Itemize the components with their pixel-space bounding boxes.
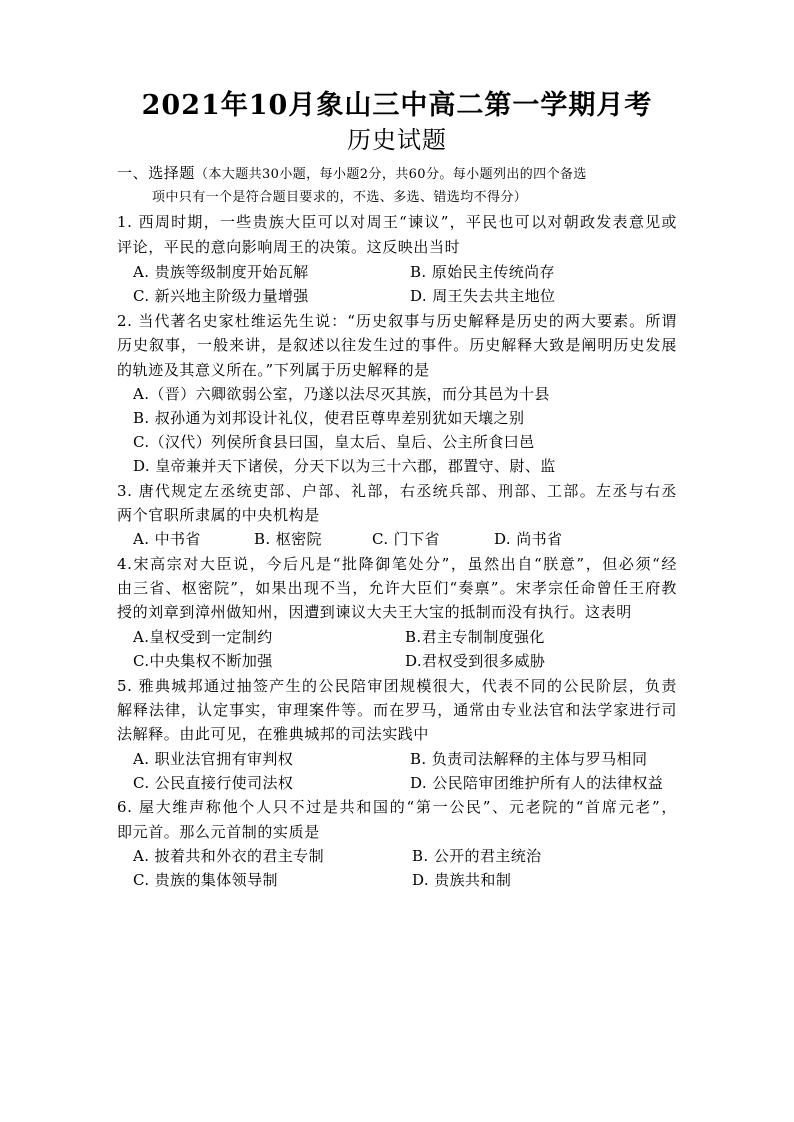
section-note-line1: （本大题共30小题，每小题2分，共60分。每小题列出的四个备选 [195, 167, 587, 182]
q3-stem-line1: 3. 唐代规定左丞统吏部、户部、礼部，右丞统兵部、刑部、工部。左丞与右丞 [117, 482, 677, 500]
q2-stem-line2: 历史叙事，一般来讲，是叙述以往发生过的事件。历史解释大致是阐明历史发展 [117, 336, 677, 354]
q2-option-c[interactable]: C.（汉代）列侯所食县曰国，皇太后、皇后、公主所食曰邑 [133, 433, 535, 451]
q5-option-b[interactable]: B. 负责司法解释的主体与罗马相同 [410, 750, 648, 768]
q6-stem-line1: 6. 屋大维声称他个人只不过是共和国的“第一公民”、元老院的“首席元老”， [117, 798, 677, 816]
q1-option-b[interactable]: B. 原始民主传统尚存 [410, 263, 555, 281]
q2-stem-line3: 的轨迹及其意义所在。”下列属于历史解释的是 [117, 361, 430, 379]
q6-option-c[interactable]: C. 贵族的集体领导制 [133, 871, 278, 889]
q1-option-d[interactable]: D. 周王失去共主地位 [410, 287, 556, 305]
q3-stem-line2: 两个官职所隶属的中央机构是 [117, 506, 320, 524]
q6-option-d[interactable]: D. 贵族共和制 [412, 871, 512, 889]
q3-option-a[interactable]: A. 中书省 [133, 530, 201, 548]
q5-stem-line2: 解释法律，认定事实，审理案件等。而在罗马，通常由专业法官和法学家进行司 [117, 701, 677, 719]
q5-option-c[interactable]: C. 公民直接行使司法权 [133, 774, 294, 792]
q6-stem-line2: 即元首。那么元首制的实质是 [117, 823, 320, 841]
q2-option-d[interactable]: D. 皇帝兼并天下诸侯，分天下以为三十六郡，郡置守、尉、监 [133, 457, 556, 475]
q3-option-b[interactable]: B. 枢密院 [254, 530, 322, 548]
q4-option-a[interactable]: A.皇权受到一定制约 [133, 628, 273, 646]
q2-stem-line1: 2. 当代著名史家杜维运先生说：“历史叙事与历史解释是历史的两大要素。所谓 [117, 312, 677, 330]
q4-stem-line1: 4.宋高宗对大臣说，今后凡是“批降御笔处分”，虽然出自“朕意”，但必须“经 [117, 555, 677, 573]
section-note-line2: 项中只有一个是符合题目要求的，不选、多选、错选均不得分） [152, 190, 528, 205]
q5-stem-line1: 5. 雅典城邦通过抽签产生的公民陪审团规模很大，代表不同的公民阶层，负责 [117, 677, 677, 695]
q3-option-d[interactable]: D. 尚书省 [494, 530, 563, 548]
q3-option-c[interactable]: C. 门下省 [372, 530, 440, 548]
q4-stem-line2: 由三省、枢密院”，如果出现不当，允许大臣们“奏禀”。宋孝宗任命曾任王府教 [117, 579, 677, 597]
q5-option-d[interactable]: D. 公民陪审团维护所有人的法律权益 [410, 774, 664, 792]
q6-option-a[interactable]: A. 披着共和外衣的君主专制 [133, 847, 324, 865]
q5-option-a[interactable]: A. 职业法官拥有审判权 [133, 750, 294, 768]
q1-stem-line2: 评论，平民的意向影响周王的决策。这反映出当时 [117, 238, 461, 256]
q2-option-a[interactable]: A.（晋）六卿欲弱公室，乃遂以法尽灭其族，而分其邑为十县 [133, 385, 550, 403]
exam-subject: 历史试题 [347, 126, 447, 154]
q1-option-c[interactable]: C. 新兴地主阶级力量增强 [133, 287, 309, 305]
q5-stem-line3: 法解释。由此可见，在雅典城邦的司法实践中 [117, 725, 430, 743]
q1-stem-line1: 1. 西周时期，一些贵族大臣可以对周王“谏议”，平民也可以对朝政发表意见或 [117, 213, 677, 231]
q1-option-a[interactable]: A. 贵族等级制度开始瓦解 [133, 263, 309, 281]
q4-stem-line3: 授的刘章到漳州做知州，因遭到谏议大夫王大宝的抵制而没有执行。这表明 [117, 603, 632, 621]
q4-option-c[interactable]: C.中央集权不断加强 [133, 652, 273, 670]
section-heading [117, 163, 587, 185]
exam-title: 2021年10月象山三中高二第一学期月考 [141, 90, 653, 121]
q2-option-b[interactable]: B. 叔孙通为刘邦设计礼仪，使君臣尊卑差别犹如天壤之别 [133, 409, 525, 427]
q4-option-d[interactable]: D.君权受到很多威胁 [405, 652, 546, 670]
q4-option-b[interactable]: B.君主专制制度强化 [405, 628, 545, 646]
q6-option-b[interactable]: B. 公开的君主统治 [412, 847, 542, 865]
section-title: 一、选择题 [117, 164, 196, 182]
